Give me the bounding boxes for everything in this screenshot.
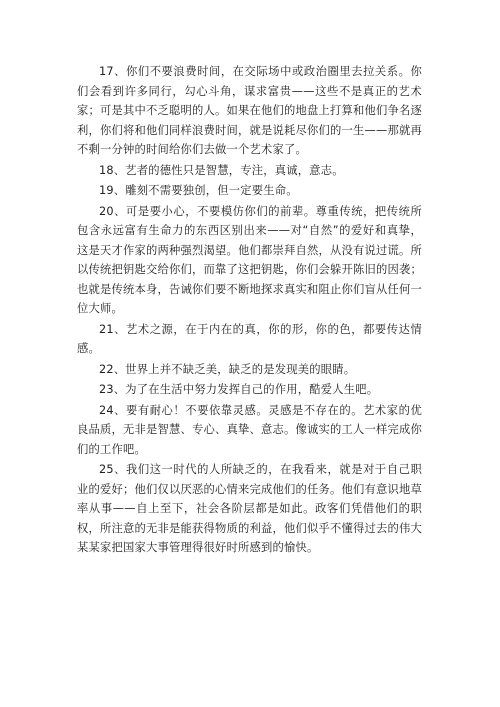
quote-paragraph-18: 18、艺者的德性只是智慧，专注，真诚，意志。 <box>99 163 344 177</box>
quote-paragraph-21: 21、艺术之源，在于内在的真，你的形，你的色，都要传达情感。 <box>77 322 422 355</box>
document-body <box>77 62 422 559</box>
quote-paragraph-23: 23、为了在生活中努力发挥自己的作用，酷爱人生吧。 <box>99 383 379 396</box>
quote-paragraph-17: 17、你们不要浪费时间，在交际场中或政治圈里去拉关系。你们会看到许多同行，勾心斗角，谋求富贵——这些不是真正的艺术家；可是其中不乏聪明的人。如果在他们的地盘上打算和他们争名逐利，你们将和他们同样浪费时间，就是说耗尽你们的一生——那就再不剩一分钟的时间给你们去做一个艺术家了。 <box>77 65 422 156</box>
quote-paragraph-24: 24、要有耐心！不要依靠灵感。灵感是不存在的。艺术家的优良品质，无非是智慧、专心、真挚、意志。像诚实的工人一样完成你们的工作吧。 <box>77 403 422 456</box>
quote-paragraph-20: 20、可是要小心，不要模仿你们的前辈。尊重传统，把传统所包含永远富有生命力的东西区别出来——对“自然”的爱好和真挚，这是天才作家的两种强烈渴望。他们都崇拜自然，从没有说过谎。所以传统把钥匙交给你们，而靠了这把钥匙，你们会躲开陈旧的因袭；也就是传统本身，告诫你们要不断地探求真实和阻止你们盲从任何一位大师。 <box>77 204 422 315</box>
quote-paragraph-22: 22、世界上并不缺乏美，缺乏的是发现美的眼睛。 <box>99 362 356 376</box>
quote-paragraph-25: 25、我们这一时代的人所缺乏的，在我看来，就是对于自己职业的爱好；他们仅以厌恶的心情来完成他们的任务。他们有意识地草率从事——自上至下，社会各阶层都是如此。政客们凭借他们的职权，所注意的无非是能获得物质的利益，他们似乎不懂得过去的伟大某某家把国家大事管理得很好时所感到的愉快。 <box>77 463 422 554</box>
quote-paragraph-19: 19、雕刻不需要独创，但一定要生命。 <box>99 184 298 197</box>
